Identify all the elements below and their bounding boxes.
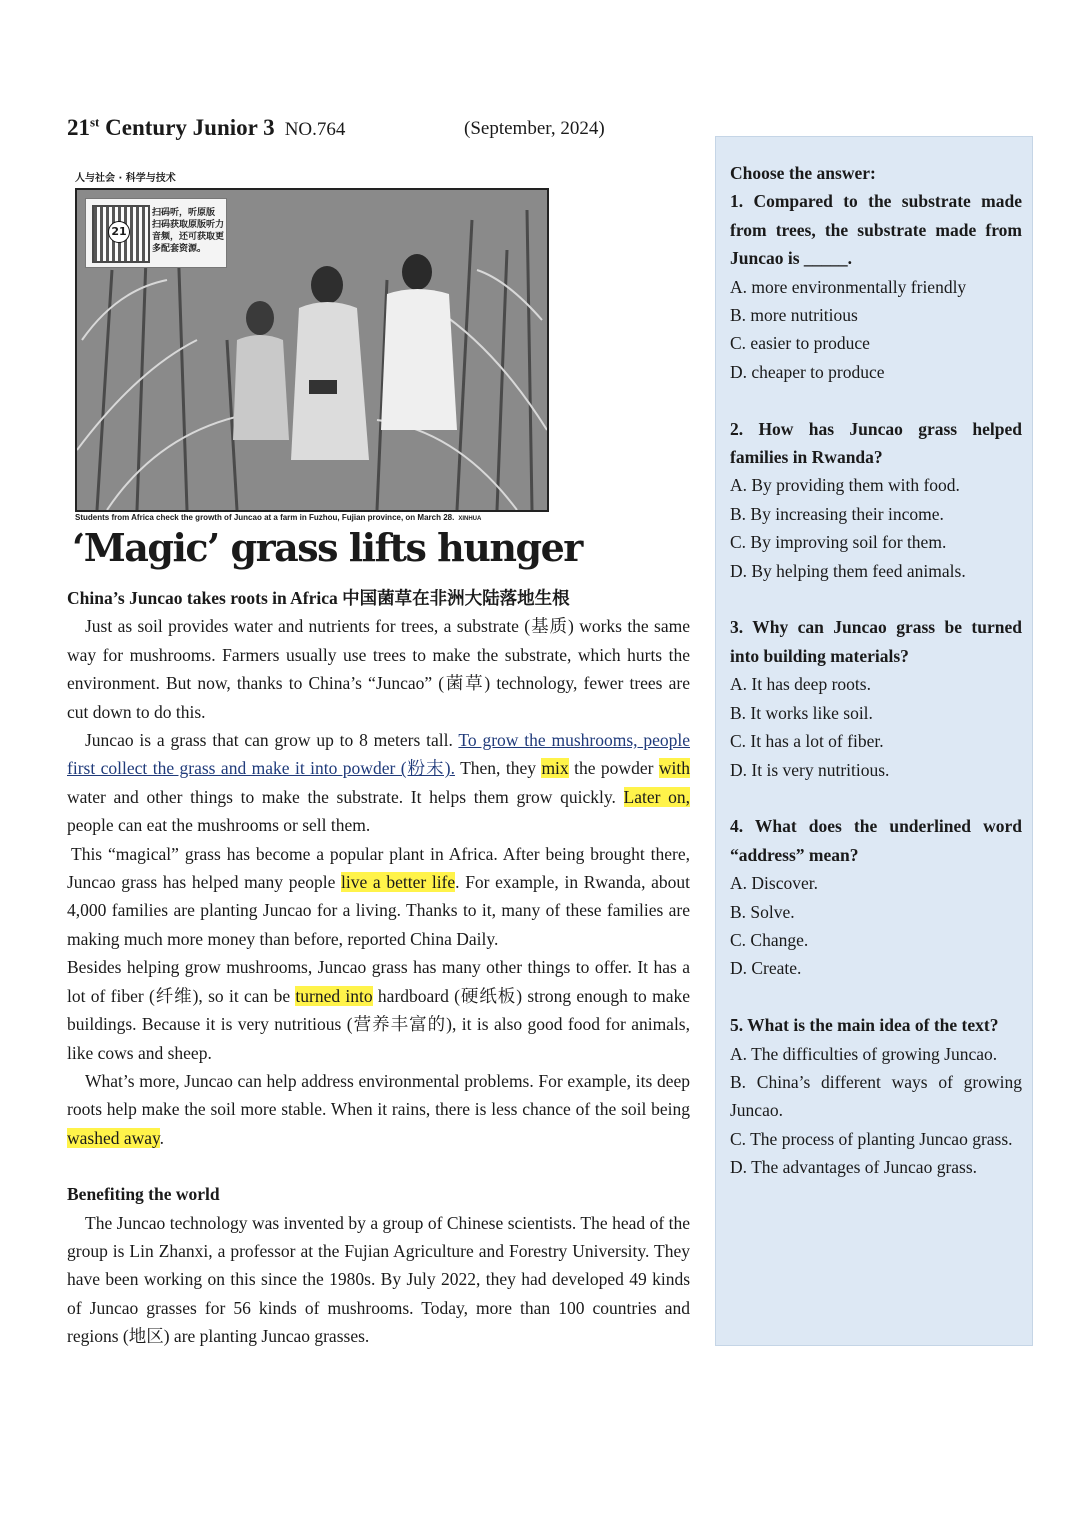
photo-credit: XINHUA [458, 516, 482, 522]
quiz-content [730, 159, 1022, 1182]
option-4a[interactable]: A. Discover. [730, 873, 818, 894]
option-5b[interactable]: B. China’s different ways of growing Juncao. [730, 1071, 1022, 1121]
highlight-turned-into: turned into [295, 985, 373, 1006]
paragraph-4: Besides helping grow mushrooms, Juncao grass has many other things to offer. It has a lot of fiber (纤维), so it can be turned into hardboard (硬纸板) strong enough to make buildings. Because it is very nutritious (营养丰富的), it is also good food for animals, like cows and sheep. [67, 957, 691, 1063]
quiz-heading: Choose the answer: [730, 163, 876, 183]
option-1d[interactable]: D. cheaper to produce [730, 361, 885, 382]
option-3b[interactable]: B. It works like soil. [730, 702, 873, 723]
highlight-live-better-life: live a better life [341, 872, 456, 893]
paragraph-1: Just as soil provides water and nutrients for trees, a substrate (基质) works the same way for mushrooms. Farmers usually use trees to make the substrate, which hurts the environment. But now, thanks to China’s “Juncao” (菌草) technology, fewer trees are cut down to do this. [67, 616, 690, 722]
highlight-with: with [658, 758, 690, 779]
paragraph-2: Juncao is a grass that can grow up to 8 meters tall. To grow the mushrooms, people first collect the grass and make it into powder (粉末). Then, they mix the powder with water and other things to make the substrate. It helps them grow quickly. Later on, people can eat the mushrooms or sell them. [67, 730, 690, 836]
qr-badge: 21 [108, 221, 130, 243]
option-2b[interactable]: B. By increasing their income. [730, 503, 944, 524]
paragraph-3: This “magical” grass has become a popular plant in Africa. After being brought there, Juncao grass has helped many people live a better life. For example, in Rwanda, about 4,000 families are planting Juncao for a living. Thanks to it, many of these families are making much more money than before, reported China Daily. [67, 843, 690, 949]
option-3d[interactable]: D. It is very nutritious. [730, 759, 890, 780]
article-body [67, 584, 690, 1351]
option-3c[interactable]: C. It has a lot of fiber. [730, 731, 884, 752]
article-headline: ‘Magic’ grass lifts hunger [72, 525, 582, 570]
option-2c[interactable]: C. By improving soil for them. [730, 532, 947, 553]
section-tag: 人与社会 · 科学与技术 [75, 173, 176, 184]
option-1c[interactable]: C. easier to produce [730, 333, 870, 354]
option-4d[interactable]: D. Create. [730, 958, 802, 979]
option-4b[interactable]: B. Solve. [730, 901, 795, 922]
section-heading-benefiting: Benefiting the world [67, 1184, 220, 1205]
question-2: 2. How has Juncao grass helped families in Rwanda? [730, 418, 1022, 468]
article-subheading: China’s Juncao takes roots in Africa 中国菌草在非洲大陆落地生根 [67, 588, 570, 608]
qr-code-box [85, 198, 227, 268]
option-5a[interactable]: A. The difficulties of growing Juncao. [730, 1043, 998, 1064]
question-1: 1. Compared to the substrate made from trees, the substrate made from Juncao is _____. [730, 191, 1022, 269]
photo-caption: Students from Africa check the growth of Juncao at a farm in Fuzhou, Fujian province, on March 28. XINHUA [75, 513, 482, 522]
underlined-sentence: To grow the mushrooms, people first collect the grass and make it into powder (粉末). [67, 730, 690, 779]
highlight-washed-away: washed away [67, 1127, 160, 1148]
option-5c[interactable]: C. The process of planting Juncao grass. [730, 1128, 1013, 1149]
option-4c[interactable]: C. Change. [730, 929, 809, 950]
option-1a[interactable]: A. more environmentally friendly [730, 276, 967, 297]
option-1b[interactable]: B. more nutritious [730, 305, 858, 326]
option-2a[interactable]: A. By providing them with food. [730, 475, 960, 496]
paragraph-6: The Juncao technology was invented by a group of Chinese scientists. The head of the group is Lin Zhanxi, a professor at the Fujian Agriculture and Forestry University. They have been working on this since the 1980s. By July 2022, they had developed 49 kinds of Juncao grasses for 56 kinds of mushrooms. Today, more than 100 countries and regions (地区) are planting Juncao grasses. [67, 1212, 690, 1347]
paragraph-5: What’s more, Juncao can help address environmental problems. For example, its deep roots help make the soil more stable. When it rains, there is less chance of the soil being washed away. [67, 1070, 690, 1148]
highlight-mix: mix [541, 758, 569, 779]
highlight-later-on: Later on, [623, 786, 690, 807]
issue-number: NO.764 [284, 118, 346, 140]
question-3: 3. Why can Juncao grass be turned into building materials? [730, 617, 1022, 666]
publication-name: 21st Century Junior 3 [67, 114, 275, 140]
page-header [67, 114, 687, 148]
news-photo [75, 188, 549, 512]
option-3a[interactable]: A. It has deep roots. [730, 674, 871, 695]
option-5d[interactable]: D. The advantages of Juncao grass. [730, 1157, 978, 1178]
qr-instruction: 扫码听，听原版 扫码获取原版听力音频，还可获取更多配套资源。 [152, 208, 225, 254]
question-4: 4. What does the underlined word “address” mean? [730, 816, 1022, 865]
quiz-panel [715, 136, 1033, 1346]
issue-date: (September, 2024) [464, 118, 605, 139]
question-5: 5. What is the main idea of the text? [730, 1015, 999, 1036]
option-2d[interactable]: D. By helping them feed animals. [730, 560, 966, 581]
